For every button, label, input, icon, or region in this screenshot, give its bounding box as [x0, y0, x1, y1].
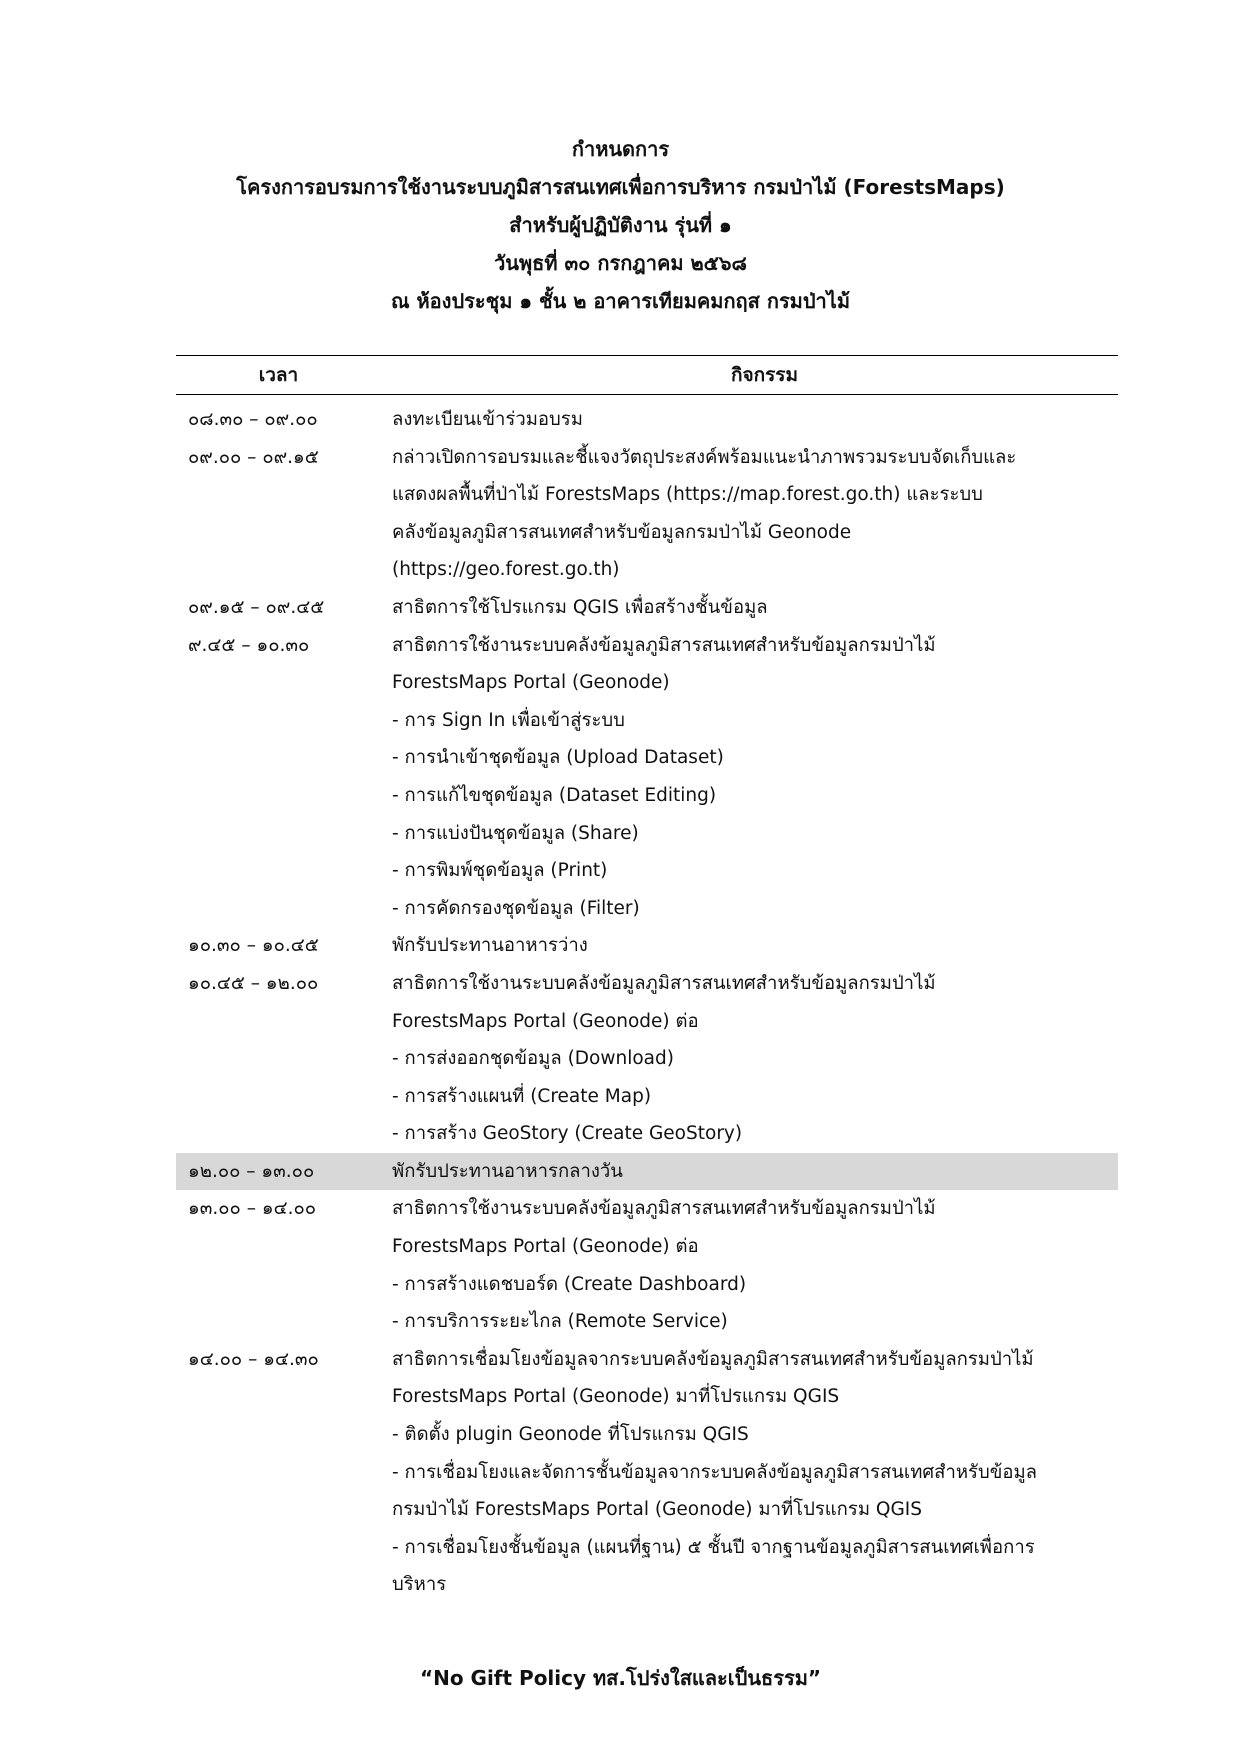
table-row [176, 1153, 1118, 1191]
time-cell: ๑๓.๐๐ – ๑๔.๐๐ [188, 1198, 317, 1220]
table-row [176, 927, 1118, 965]
date-line: วันพุธที่ ๓๐ กรกฎาคม ๒๕๖๘ [494, 251, 747, 275]
activity-line: - การคัดกรองชุดข้อมูล (Filter) [392, 897, 640, 919]
activity-cell [392, 927, 1118, 965]
activity-line: - การส่งออกชุดข้อมูล (Download) [392, 1048, 674, 1070]
activity-line: - การสร้างแผนที่ (Create Map) [392, 1085, 652, 1107]
activity-line: พักรับประทานอาหารว่าง [392, 935, 588, 957]
activity-line: ลงทะเบียนเข้าร่วมอบรม [392, 409, 583, 430]
audience-line: สำหรับผู้ปฏิบัติงาน รุ่นที่ ๑ [509, 213, 732, 237]
activity-line: - การแบ่งปันชุดข้อมูล (Share) [392, 822, 639, 844]
time-cell: ๐๙.๐๐ – ๐๙.๑๕ [188, 446, 319, 468]
activity-line: ForestsMaps Portal (Geonode) มาที่โปรแกรม QGIS [392, 1386, 840, 1408]
schedule-rows [176, 395, 1118, 1604]
column-header-time: เวลา [258, 364, 299, 386]
activity-line: - การเชื่อมโยงชั้นข้อมูล (แผนที่ฐาน) ๕ ชั้นปี จากฐานข้อมูลภูมิสารสนเทศเพื่อการ [392, 1536, 1035, 1558]
time-cell: ๑๒.๐๐ – ๑๓.๐๐ [188, 1160, 315, 1182]
activity-cell [392, 1341, 1118, 1604]
activity-line: คลังข้อมูลภูมิสารสนเทศสำหรับข้อมูลกรมป่าไม้ Geonode [392, 521, 852, 543]
schedule-table [176, 355, 1118, 1604]
table-row [176, 627, 1118, 928]
table-header [176, 355, 1118, 395]
activity-line: - การ Sign In เพื่อเข้าสู่ระบบ [392, 709, 625, 731]
time-cell: ๑๐.๓๐ – ๑๐.๔๕ [188, 935, 319, 957]
activity-line: กล่าวเปิดการอบรมและชี้แจงวัตถุประสงค์พร้อมแนะนำภาพรวมระบบจัดเก็บและ [392, 446, 1017, 468]
time-cell: ๙.๔๕ – ๑๐.๓๐ [188, 634, 310, 656]
activity-line: - การนำเข้าชุดข้อมูล (Upload Dataset) [392, 747, 724, 769]
activity-line: สาธิตการเชื่อมโยงข้อมูลจากระบบคลังข้อมูลภูมิสารสนเทศสำหรับข้อมูลกรมป่าไม้ [392, 1348, 1034, 1370]
activity-cell [392, 627, 1118, 928]
activity-line: สาธิตการใช้งานระบบคลังข้อมูลภูมิสารสนเทศสำหรับข้อมูลกรมป่าไม้ [392, 1198, 936, 1220]
activity-line: (https://geo.forest.go.th) [392, 559, 620, 581]
activity-line: พักรับประทานอาหารกลางวัน [392, 1160, 623, 1182]
footer-slogan: “No Gift Policy ทส.โปร่งใสและเป็นธรรม” [419, 1666, 822, 1690]
activity-cell [392, 965, 1118, 1153]
table-row [176, 1190, 1118, 1340]
activity-line: - ติดตั้ง plugin Geonode ที่โปรแกรม QGIS [392, 1424, 749, 1446]
activity-line: สาธิตการใช้งานระบบคลังข้อมูลภูมิสารสนเทศสำหรับข้อมูลกรมป่าไม้ [392, 634, 936, 656]
table-row [176, 401, 1118, 439]
activity-line: ForestsMaps Portal (Geonode) [392, 672, 670, 694]
activity-line: สาธิตการใช้งานระบบคลังข้อมูลภูมิสารสนเทศสำหรับข้อมูลกรมป่าไม้ [392, 972, 936, 994]
document-title: กำหนดการ [571, 137, 670, 161]
activity-line: - การแก้ไขชุดข้อมูล (Dataset Editing) [392, 784, 717, 806]
activity-cell [392, 1153, 1118, 1191]
activity-cell [392, 1190, 1118, 1340]
project-name: โครงการอบรมการใช้งานระบบภูมิสารสนเทศเพื่อการบริหาร กรมป่าไม้ (ForestsMaps) [236, 175, 1005, 199]
time-cell: ๑๐.๔๕ – ๑๒.๐๐ [188, 972, 319, 994]
activity-line: กรมป่าไม้ ForestsMaps Portal (Geonode) มาที่โปรแกรม QGIS [392, 1499, 922, 1521]
venue-line: ณ ห้องประชุม ๑ ชั้น ๒ อาคารเทียมคมกฤส กรมป่าไม้ [390, 289, 851, 313]
activity-line: แสดงผลพื้นที่ป่าไม้ ForestsMaps (https://map.forest.go.th) และระบบ [392, 484, 983, 506]
activity-line: - การบริการระยะไกล (Remote Service) [392, 1311, 728, 1333]
time-cell: ๐๙.๑๕ – ๐๙.๔๕ [188, 596, 325, 618]
activity-cell [392, 589, 1118, 627]
page-header [0, 130, 1241, 320]
table-row [176, 439, 1118, 589]
activity-line: ForestsMaps Portal (Geonode) ต่อ [392, 1236, 699, 1258]
activity-line: ForestsMaps Portal (Geonode) ต่อ [392, 1010, 699, 1032]
table-row [176, 965, 1118, 1153]
time-cell: ๐๘.๓๐ – ๐๙.๐๐ [188, 409, 318, 430]
activity-cell [392, 439, 1118, 589]
activity-line: - การเชื่อมโยงและจัดการชั้นข้อมูลจากระบบคลังข้อมูลภูมิสารสนเทศสำหรับข้อมูล [392, 1461, 1038, 1483]
time-cell: ๑๔.๐๐ – ๑๔.๓๐ [188, 1348, 319, 1370]
table-row [176, 589, 1118, 627]
activity-line: - การสร้าง GeoStory (Create GeoStory) [392, 1123, 743, 1145]
activity-line: สาธิตการใช้โปรแกรม QGIS เพื่อสร้างชั้นข้อมูล [392, 596, 768, 618]
column-header-activity: กิจกรรม [730, 364, 799, 386]
activity-line: - การสร้างแดชบอร์ด (Create Dashboard) [392, 1273, 747, 1295]
table-row [176, 1341, 1118, 1604]
activity-cell [392, 401, 1118, 439]
activity-line: บริหาร [392, 1574, 447, 1596]
activity-line: - การพิมพ์ชุดข้อมูล (Print) [392, 860, 608, 882]
